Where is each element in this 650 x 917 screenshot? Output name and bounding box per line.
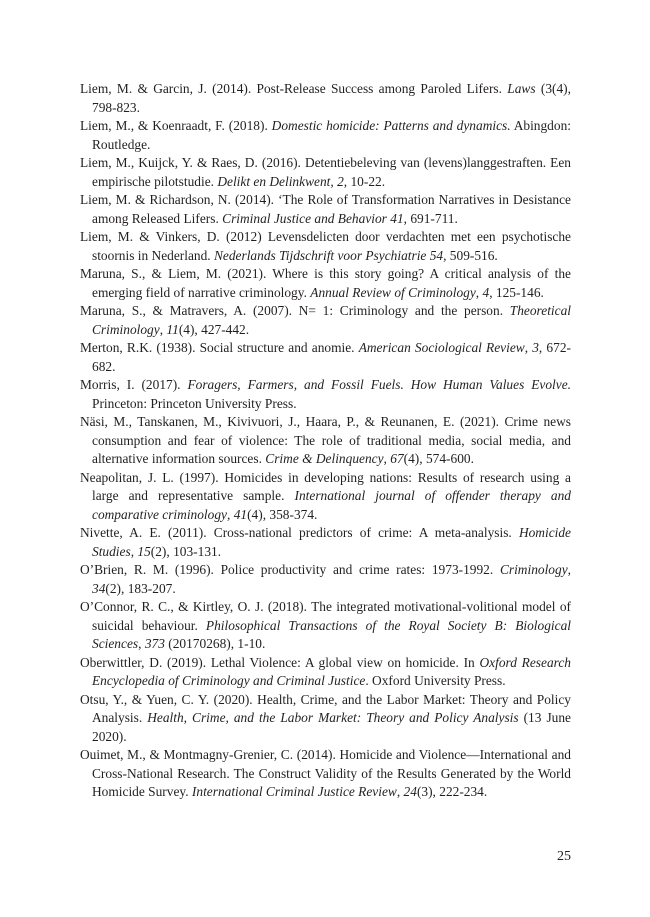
reference-entry <box>80 413 571 469</box>
reference-entry <box>80 339 571 376</box>
reference-italic-text: 15 <box>137 543 151 559</box>
reference-italic-text: American Sociological Review <box>358 340 525 355</box>
reference-italic-text: 11 <box>166 321 179 337</box>
reference-italic-text: International Criminal Justice Review <box>191 784 397 799</box>
reference-text: Princeton: Princeton University Press. <box>92 395 297 411</box>
reference-entry <box>80 228 571 265</box>
reference-entry <box>80 524 571 561</box>
reference-entry <box>80 191 571 228</box>
reference-italic-text: Crime & Delinquency <box>265 451 384 466</box>
reference-italic-text: Health, Crime, and the Labor Market: Theory and Policy Analysis <box>147 710 519 725</box>
reference-text: Liem, M. & Richardson, N. (2014). ‘The Role of Transformation Narratives in Desistance among Released Lifers. <box>80 192 571 226</box>
reference-text: , <box>396 784 404 799</box>
reference-entry <box>80 691 571 747</box>
reference-italic-text: Criminology <box>499 562 568 577</box>
reference-entry <box>80 376 571 413</box>
reference-text: Maruna, S., & Liem, M. (2021). Where is this story going? A critical analysis of the emerging field of narrative criminology. <box>80 266 571 300</box>
reference-text: (4), 427-442. <box>178 321 250 337</box>
reference-entry <box>80 469 571 525</box>
reference-italic-text: 67 <box>390 451 404 466</box>
reference-text: Nivette, A. E. (2011). Cross-national predictors of crime: A meta-analysis. <box>80 525 519 540</box>
reference-text: (2), 103-131. <box>150 543 222 559</box>
reference-entry <box>80 598 571 654</box>
reference-italic-text: Laws <box>507 81 536 96</box>
reference-entry <box>80 561 571 598</box>
reference-text: (3(4), 798-823. <box>92 81 571 115</box>
reference-italic-text: Annual Review of Criminology <box>310 284 476 300</box>
reference-text: , 125-146. <box>489 284 544 300</box>
reference-text: (13 June 2020). <box>92 710 572 744</box>
reference-italic-text: 2 <box>337 173 344 189</box>
reference-text: , <box>567 562 571 577</box>
reference-italic-text: Philosophical Transactions of the Royal Society B: Biological Sciences <box>92 617 571 651</box>
reference-italic-text: Delikt en Delinkwent <box>217 173 331 189</box>
reference-entry <box>80 654 571 691</box>
reference-italic-text: 373 <box>144 636 165 651</box>
reference-text: Maruna, S., & Matravers, A. (2007). N= 1: Criminology and the person. <box>80 303 510 318</box>
reference-text: , <box>130 543 138 559</box>
reference-italic-text: 34 <box>92 580 106 596</box>
reference-text: , <box>138 636 145 651</box>
reference-italic-text: Domestic homicide: Patterns and dynamics. <box>271 118 511 133</box>
reference-text: , <box>227 506 234 522</box>
reference-italic-text: 3 <box>532 340 539 355</box>
reference-text: O’Connor, R. C., & Kirtley, O. J. (2018). The integrated motivational-volitional model of suicidal behaviour. <box>80 599 571 633</box>
reference-text: (20170268), 1-10. <box>164 636 266 651</box>
reference-text: . Oxford University Press. <box>365 673 506 688</box>
reference-text: , 509-516. <box>443 247 498 263</box>
reference-text: Liem, M., & Koenraadt, F. (2018). <box>80 118 272 133</box>
reference-text: Morris, I. (2017). <box>80 377 188 392</box>
reference-entry <box>80 265 571 302</box>
reference-italic-text: International journal of offender therapy and comparative criminology <box>92 488 571 522</box>
reference-entry <box>80 154 571 191</box>
reference-text: Liem, M., Kuijck, Y. & Raes, D. (2016). Detentiebeleving van (levens)langgestraften. Een empirische pilotstudie. <box>80 155 571 189</box>
reference-text: (2), 183-207. <box>105 580 176 596</box>
reference-text: Liem, M. & Garcin, J. (2014). Post-Release Success among Paroled Lifers. <box>80 81 508 96</box>
reference-list <box>80 80 571 802</box>
reference-italic-text: 41 <box>233 506 248 522</box>
reference-text: (4), 574-600. <box>403 451 474 466</box>
reference-text: , <box>330 173 338 189</box>
reference-italic-text: Foragers, Farmers, and Fossil Fuels. How Human Values Evolve. <box>187 377 571 392</box>
reference-italic-text: Nederlands Tijdschrift voor Psychiatrie 54 <box>213 247 444 263</box>
reference-text: , 672-682. <box>92 340 571 374</box>
reference-text: Liem, M. & Vinkers, D. (2012) Levensdelicten door verdachten met een psychotische stoornis in Nederland. <box>80 229 571 263</box>
reference-italic-text: 4 <box>482 284 490 300</box>
reference-italic-text: 24 <box>403 784 417 799</box>
reference-italic-text: Oxford Research Encyclopedia of Criminology and Criminal Justice <box>92 654 571 688</box>
reference-text: , 10-22. <box>343 173 386 189</box>
page-number: 25 <box>557 849 571 864</box>
reference-text: (4), 358-374. <box>247 506 318 522</box>
reference-entry <box>80 302 571 339</box>
reference-italic-text: Criminal Justice and Behavior 41 <box>222 210 404 226</box>
reference-text: Neapolitan, J. L. (1997). Homicides in developing nations: Results of research using a large and representative sample. <box>80 469 571 503</box>
reference-italic-text: Theoretical Criminology <box>92 303 571 337</box>
reference-text: Näsi, M., Tanskanen, M., Kivivuori, J., Haara, P., & Reunanen, E. (2021). Crime news consumption and fear of violence: The role of traditional media, social media, and alternative information sources. <box>80 414 571 466</box>
reference-text: Ouimet, M., & Montmagny-Grenier, C. (2014). Homicide and Violence—International and Cross-National Research. The Construct Validity of the Results Generated by the World Homicide Survey. <box>80 747 571 799</box>
reference-text: Oberwittler, D. (2019). Lethal Violence: A global view on homicide. In <box>80 654 480 670</box>
reference-text: (3), 222-234. <box>416 784 488 799</box>
reference-text: , 691-711. <box>403 210 458 226</box>
reference-text: Abingdon: Routledge. <box>92 118 571 152</box>
reference-entry <box>80 117 571 154</box>
reference-entry <box>80 746 571 802</box>
reference-entry <box>80 80 571 117</box>
reference-text: , <box>159 321 167 337</box>
reference-text: Otsu, Y., & Yuen, C. Y. (2020). Health, Crime, and the Labor Market: Theory and Policy Analysis. <box>80 691 571 725</box>
reference-text: , <box>383 451 391 466</box>
reference-italic-text: Homicide Studies <box>92 525 571 559</box>
reference-text: , <box>475 284 483 300</box>
reference-text: O’Brien, R. M. (1996). Police productivity and crime rates: 1973-1992. <box>80 562 500 577</box>
reference-text: , <box>524 340 533 355</box>
reference-text: Merton, R.K. (1938). Social structure and anomie. <box>80 340 359 355</box>
